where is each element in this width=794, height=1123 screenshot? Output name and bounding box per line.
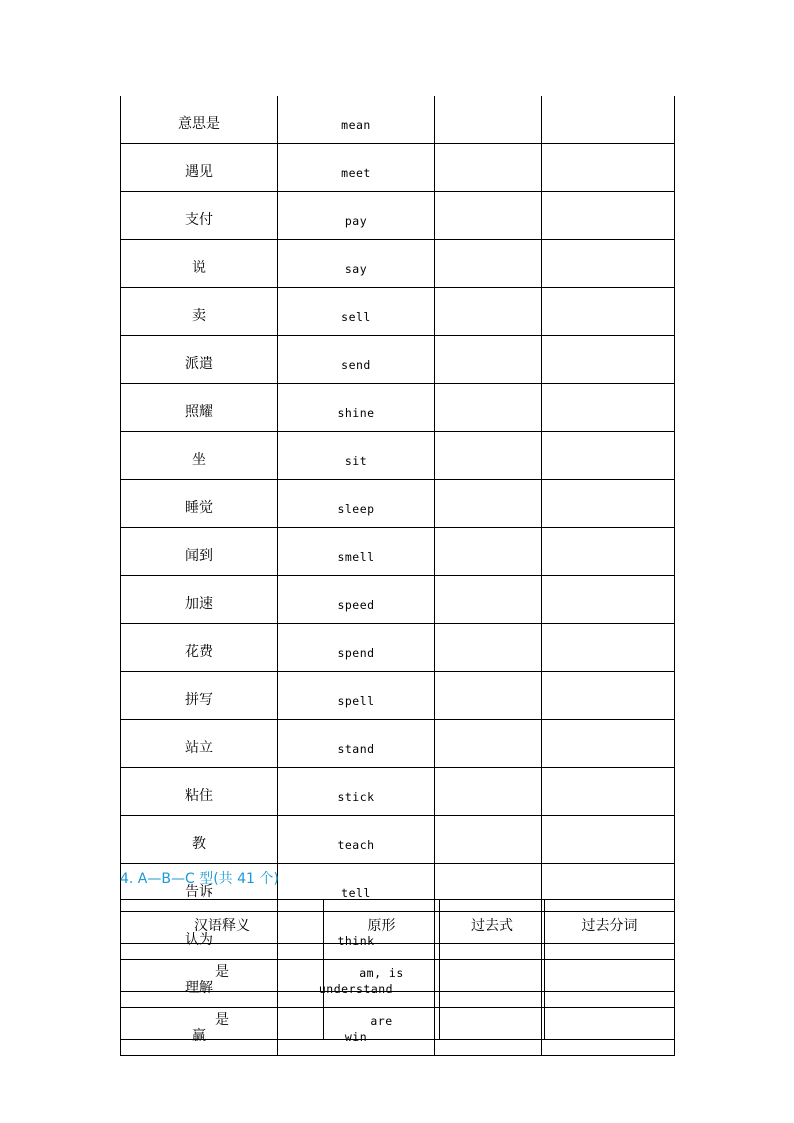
chinese-meaning-cell: 赢: [121, 1008, 278, 1056]
base-form-cell: say: [278, 240, 435, 288]
base-form-cell: spell: [278, 672, 435, 720]
table-header-row: [121, 900, 675, 944]
past-participle-blank-cell[interactable]: [542, 528, 675, 576]
past-tense-blank-cell[interactable]: [435, 96, 542, 144]
base-form-cell: sell: [278, 288, 435, 336]
table-row: [121, 480, 675, 528]
past-participle-blank-cell[interactable]: [542, 720, 675, 768]
past-tense-blank-cell[interactable]: [435, 144, 542, 192]
chinese-meaning-cell: 意思是: [121, 96, 278, 144]
chinese-meaning-cell: 告诉: [121, 864, 278, 912]
base-form-cell: shine: [278, 384, 435, 432]
chinese-meaning-cell: 坐: [121, 432, 278, 480]
table-row: [121, 384, 675, 432]
base-form-cell: tell: [278, 864, 435, 912]
past-tense-blank-cell[interactable]: [435, 768, 542, 816]
header-cell: 汉语释义: [121, 900, 324, 944]
table-row: [121, 720, 675, 768]
base-form-cell: pay: [278, 192, 435, 240]
table-row: [121, 432, 675, 480]
past-tense-blank-cell[interactable]: [435, 720, 542, 768]
past-tense-blank-cell[interactable]: [435, 192, 542, 240]
base-form-cell: teach: [278, 816, 435, 864]
table-row: [121, 240, 675, 288]
past-tense-blank-cell[interactable]: [435, 336, 542, 384]
past-participle-blank-cell[interactable]: [542, 576, 675, 624]
base-form-cell: stand: [278, 720, 435, 768]
past-tense-blank-cell[interactable]: [435, 480, 542, 528]
base-form-cell: understand: [278, 960, 435, 1008]
past-tense-blank-cell[interactable]: [435, 384, 542, 432]
table-row: [121, 144, 675, 192]
base-form-cell: smell: [278, 528, 435, 576]
past-participle-blank-cell[interactable]: [545, 992, 675, 1040]
chinese-meaning-cell: 粘住: [121, 768, 278, 816]
table-row: [121, 624, 675, 672]
chinese-meaning-cell: 支付: [121, 192, 278, 240]
base-form-cell: speed: [278, 576, 435, 624]
past-participle-blank-cell[interactable]: [542, 480, 675, 528]
chinese-meaning-cell: 睡觉: [121, 480, 278, 528]
past-participle-blank-cell[interactable]: [542, 240, 675, 288]
table-row: [121, 528, 675, 576]
base-form-cell: win: [278, 1008, 435, 1056]
chinese-meaning-cell: 加速: [121, 576, 278, 624]
chinese-meaning-cell: 拼写: [121, 672, 278, 720]
past-participle-blank-cell[interactable]: [542, 624, 675, 672]
base-form-cell: am, is: [324, 944, 440, 992]
chinese-meaning-cell: 卖: [121, 288, 278, 336]
past-tense-blank-cell[interactable]: [435, 528, 542, 576]
past-participle-blank-cell[interactable]: [542, 288, 675, 336]
past-participle-blank-cell[interactable]: [545, 944, 675, 992]
table-row: [121, 288, 675, 336]
past-participle-blank-cell[interactable]: [542, 192, 675, 240]
table-row: [121, 672, 675, 720]
header-cell: 过去式: [440, 900, 545, 944]
section-heading: 4. A—B—C 型(共 41 个): [120, 871, 279, 887]
past-tense-blank-cell[interactable]: [435, 624, 542, 672]
chinese-meaning-cell: 是: [121, 944, 324, 992]
base-form-cell: spend: [278, 624, 435, 672]
chinese-meaning-cell: 认为: [121, 912, 278, 960]
base-form-cell: think: [278, 912, 435, 960]
table-row: [121, 336, 675, 384]
past-participle-blank-cell[interactable]: [542, 768, 675, 816]
base-form-cell: stick: [278, 768, 435, 816]
chinese-meaning-cell: 照耀: [121, 384, 278, 432]
past-participle-blank-cell[interactable]: [542, 672, 675, 720]
past-tense-blank-cell[interactable]: [435, 240, 542, 288]
chinese-meaning-cell: 派遣: [121, 336, 278, 384]
header-cell: 原形: [324, 900, 440, 944]
chinese-meaning-cell: 站立: [121, 720, 278, 768]
table-row: [121, 992, 675, 1040]
chinese-meaning-cell: 花费: [121, 624, 278, 672]
chinese-meaning-cell: 是: [121, 992, 324, 1040]
past-tense-blank-cell[interactable]: [435, 288, 542, 336]
table-row: [121, 816, 675, 864]
base-form-cell: sit: [278, 432, 435, 480]
past-participle-blank-cell[interactable]: [542, 384, 675, 432]
past-participle-blank-cell[interactable]: [542, 816, 675, 864]
past-tense-blank-cell[interactable]: [440, 992, 545, 1040]
past-participle-blank-cell[interactable]: [542, 432, 675, 480]
past-tense-blank-cell[interactable]: [435, 816, 542, 864]
header-cell: 过去分词: [545, 900, 675, 944]
chinese-meaning-cell: 理解: [121, 960, 278, 1008]
past-tense-blank-cell[interactable]: [440, 944, 545, 992]
base-form-cell: sleep: [278, 480, 435, 528]
chinese-meaning-cell: 遇见: [121, 144, 278, 192]
past-participle-blank-cell[interactable]: [542, 96, 675, 144]
table-row: [121, 192, 675, 240]
verb-table-abc: [120, 899, 675, 1040]
past-tense-blank-cell[interactable]: [435, 672, 542, 720]
table-row: [121, 576, 675, 624]
base-form-cell: send: [278, 336, 435, 384]
base-form-cell: mean: [278, 96, 435, 144]
past-tense-blank-cell[interactable]: [435, 432, 542, 480]
table-row: [121, 96, 675, 144]
chinese-meaning-cell: 说: [121, 240, 278, 288]
past-tense-blank-cell[interactable]: [435, 576, 542, 624]
past-participle-blank-cell[interactable]: [542, 144, 675, 192]
table-row: [121, 768, 675, 816]
past-participle-blank-cell[interactable]: [542, 336, 675, 384]
table-row: [121, 944, 675, 992]
base-form-cell: are: [324, 992, 440, 1040]
chinese-meaning-cell: 闻到: [121, 528, 278, 576]
chinese-meaning-cell: 教: [121, 816, 278, 864]
base-form-cell: meet: [278, 144, 435, 192]
